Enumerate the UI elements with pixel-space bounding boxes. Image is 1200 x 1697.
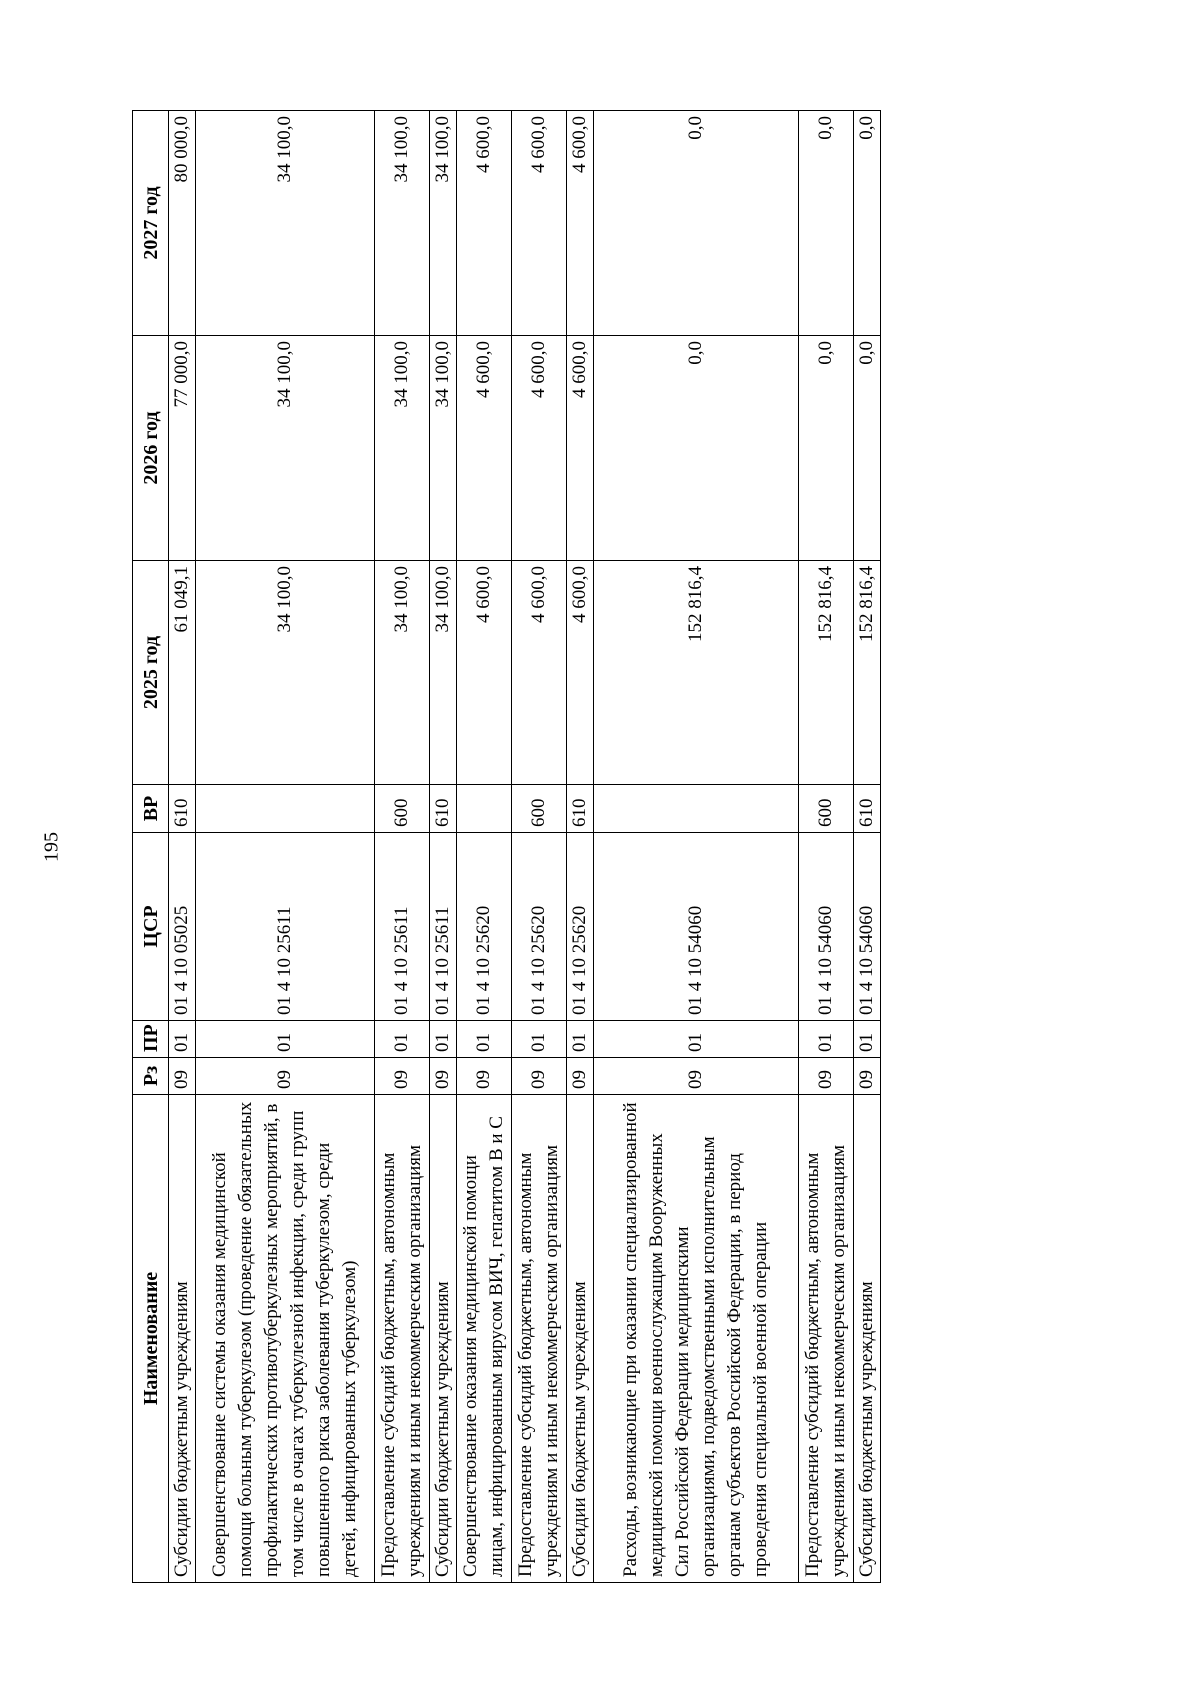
cell-rz: 09 [196, 1058, 375, 1095]
table-row [594, 111, 799, 1583]
cell-2026: 0,0 [594, 336, 799, 561]
cell-2027: 80 000,0 [169, 111, 196, 336]
cell-2026: 4 600,0 [512, 336, 567, 561]
cell-rz: 09 [457, 1058, 512, 1095]
cell-rz: 09 [594, 1058, 799, 1095]
cell-2027: 34 100,0 [375, 111, 430, 336]
cell-vr [196, 785, 375, 833]
cell-csr: 01 4 10 25620 [567, 833, 594, 1021]
cell-name: Предоставление субсидий бюджетным, автономным учреждениям и иным некоммерческим организациям [799, 1095, 854, 1583]
cell-2025: 4 600,0 [457, 561, 512, 785]
cell-2025: 4 600,0 [567, 561, 594, 785]
cell-pr: 01 [430, 1021, 457, 1058]
cell-csr: 01 4 10 25620 [512, 833, 567, 1021]
cell-2025: 152 816,4 [799, 561, 854, 785]
table-row [854, 111, 881, 1583]
cell-name: Совершенствование системы оказания медицинской помощи больным туберкулезом (проведение обязательных профилактических противотуберкулезных мероприятий, в том числе в очагах туберкулезной инфекции, среди групп повышенного риска заболевания туберкулезом, среди детей, инфицированных туберкулезом) [196, 1095, 375, 1583]
table-row [375, 111, 430, 1583]
page-number: 195 [40, 832, 63, 862]
column-header-csr: ЦСР [133, 833, 169, 1021]
cell-csr: 01 4 10 54060 [854, 833, 881, 1021]
column-header-vr: ВР [133, 785, 169, 833]
cell-2027: 4 600,0 [567, 111, 594, 336]
table-row [457, 111, 512, 1583]
cell-rz: 09 [567, 1058, 594, 1095]
column-header-2027: 2027 год [133, 111, 169, 336]
cell-pr: 01 [567, 1021, 594, 1058]
cell-2025: 34 100,0 [430, 561, 457, 785]
cell-pr: 01 [169, 1021, 196, 1058]
table-row [430, 111, 457, 1583]
cell-name: Субсидии бюджетным учреждениям [430, 1095, 457, 1583]
cell-2026: 34 100,0 [375, 336, 430, 561]
cell-rz: 09 [799, 1058, 854, 1095]
cell-vr: 600 [375, 785, 430, 833]
cell-name: Субсидии бюджетным учреждениям [854, 1095, 881, 1583]
cell-2026: 0,0 [854, 336, 881, 561]
column-header-name: Наименование [133, 1095, 169, 1583]
cell-rz: 09 [512, 1058, 567, 1095]
cell-pr: 01 [512, 1021, 567, 1058]
cell-csr: 01 4 10 25611 [196, 833, 375, 1021]
cell-2027: 4 600,0 [457, 111, 512, 336]
cell-csr: 01 4 10 25611 [430, 833, 457, 1021]
table-row [512, 111, 567, 1583]
cell-2025: 61 049,1 [169, 561, 196, 785]
cell-vr: 600 [799, 785, 854, 833]
cell-2027: 0,0 [594, 111, 799, 336]
cell-2025: 34 100,0 [375, 561, 430, 785]
cell-2026: 34 100,0 [196, 336, 375, 561]
cell-2027: 0,0 [854, 111, 881, 336]
cell-csr: 01 4 10 05025 [169, 833, 196, 1021]
cell-pr: 01 [196, 1021, 375, 1058]
table-header-row [133, 111, 169, 1583]
cell-rz: 09 [375, 1058, 430, 1095]
cell-vr: 610 [567, 785, 594, 833]
cell-csr: 01 4 10 54060 [594, 833, 799, 1021]
cell-name: Совершенствование оказания медицинской помощи лицам, инфицированным вирусом ВИЧ, гепатитом В и С [457, 1095, 512, 1583]
cell-rz: 09 [854, 1058, 881, 1095]
cell-csr: 01 4 10 54060 [799, 833, 854, 1021]
table-row [567, 111, 594, 1583]
column-header-rz: Рз [133, 1058, 169, 1095]
column-header-2026: 2026 год [133, 336, 169, 561]
cell-csr: 01 4 10 25611 [375, 833, 430, 1021]
cell-name: Субсидии бюджетным учреждениям [567, 1095, 594, 1583]
table-row [169, 111, 196, 1583]
cell-name: Предоставление субсидий бюджетным, автономным учреждениям и иным некоммерческим организациям [375, 1095, 430, 1583]
cell-name: Расходы, возникающие при оказании специализированной медицинской помощи военнослужащим Вооруженных Сил Российской Федерации медицинскими организациями, подведомственными исполнительным органам субъектов Российской Федерации, в период проведения специальной военной операции [594, 1095, 799, 1583]
cell-pr: 01 [457, 1021, 512, 1058]
cell-2026: 77 000,0 [169, 336, 196, 561]
cell-vr [457, 785, 512, 833]
cell-name: Предоставление субсидий бюджетным, автономным учреждениям и иным некоммерческим организациям [512, 1095, 567, 1583]
cell-2027: 0,0 [799, 111, 854, 336]
cell-vr: 600 [512, 785, 567, 833]
cell-vr: 610 [169, 785, 196, 833]
cell-2026: 34 100,0 [430, 336, 457, 561]
table-row [196, 111, 375, 1583]
column-header-2025: 2025 год [133, 561, 169, 785]
cell-vr: 610 [854, 785, 881, 833]
cell-csr: 01 4 10 25620 [457, 833, 512, 1021]
cell-pr: 01 [854, 1021, 881, 1058]
rotated-table-wrapper [132, 111, 876, 1583]
cell-2027: 34 100,0 [196, 111, 375, 336]
cell-2025: 4 600,0 [512, 561, 567, 785]
cell-2025: 152 816,4 [594, 561, 799, 785]
cell-2026: 0,0 [799, 336, 854, 561]
budget-table [132, 110, 881, 1583]
cell-2025: 34 100,0 [196, 561, 375, 785]
cell-name: Субсидии бюджетным учреждениям [169, 1095, 196, 1583]
cell-vr [594, 785, 799, 833]
table-row [799, 111, 854, 1583]
cell-pr: 01 [375, 1021, 430, 1058]
cell-vr: 610 [430, 785, 457, 833]
cell-rz: 09 [430, 1058, 457, 1095]
cell-pr: 01 [594, 1021, 799, 1058]
cell-2027: 34 100,0 [430, 111, 457, 336]
cell-2026: 4 600,0 [457, 336, 512, 561]
cell-2026: 4 600,0 [567, 336, 594, 561]
cell-2025: 152 816,4 [854, 561, 881, 785]
cell-pr: 01 [799, 1021, 854, 1058]
cell-rz: 09 [169, 1058, 196, 1095]
cell-2027: 4 600,0 [512, 111, 567, 336]
column-header-pr: ПР [133, 1021, 169, 1058]
